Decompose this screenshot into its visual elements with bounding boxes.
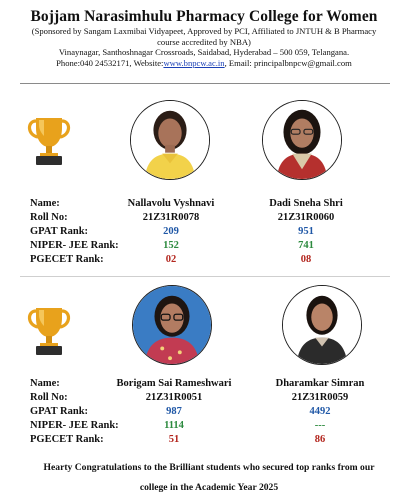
student-name: Dadi Sneha Shri xyxy=(269,198,343,209)
student-name: Dharamkar Simran xyxy=(275,378,365,389)
student-name: Borigam Sai Rameshwari xyxy=(116,378,232,389)
student-photo xyxy=(282,285,362,365)
niper-rank-value: 152 xyxy=(163,240,179,251)
label-gpat-rank: GPAT Rank: xyxy=(30,406,89,417)
pgecet-rank-value: 08 xyxy=(300,254,312,265)
trophy-icon xyxy=(24,300,74,358)
gpat-rank-value: 951 xyxy=(298,226,314,237)
website-link[interactable]: www.bnpcw.ac.in xyxy=(163,57,225,68)
label-gpat-rank: GPAT Rank: xyxy=(30,226,89,237)
sponsor-line-2: course accredited by NBA) xyxy=(157,36,251,47)
footer-line-2: college in the Academic Year 2025 xyxy=(139,482,279,493)
student-roll-no: 21Z31R0078 xyxy=(142,212,200,223)
label-roll-no: Roll No: xyxy=(30,212,68,223)
label-pgecet-rank: PGECET Rank: xyxy=(30,254,104,265)
student-roll-no: 21Z31R0051 xyxy=(145,392,203,403)
pgecet-rank-value: 02 xyxy=(165,254,177,265)
college-header xyxy=(0,0,408,68)
label-niper-rank: NIPER- JEE Rank: xyxy=(30,240,119,251)
niper-rank-value: 1114 xyxy=(164,420,184,431)
student-name: Nallavolu Vyshnavi xyxy=(127,198,215,209)
label-pgecet-rank: PGECET Rank: xyxy=(30,434,104,445)
label-niper-rank: NIPER- JEE Rank: xyxy=(30,420,119,431)
college-name: Bojjam Narasimhulu Pharmacy College for Women xyxy=(30,8,378,25)
student-photo xyxy=(130,100,210,180)
pgecet-rank-value: 86 xyxy=(314,434,326,445)
sponsor-line-1: (Sponsored by Sangam Laxmibai Vidyapeet, Approved by PCI, Affiliated to JNTUH & B Pharmacy xyxy=(31,26,377,36)
student-roll-no: 21Z31R0060 xyxy=(277,212,335,223)
congratulations-message xyxy=(30,458,388,498)
footer-line-1: Hearty Congratulations to the Brilliant students who secured top ranks from our xyxy=(43,462,375,473)
trophy-icon xyxy=(24,110,74,168)
contact-line xyxy=(0,58,408,69)
label-name: Name: xyxy=(30,198,60,209)
contact-prefix: Phone:040 24532171, Website: xyxy=(56,57,164,68)
section-divider xyxy=(20,276,390,277)
header-divider xyxy=(20,83,390,84)
label-roll-no: Roll No: xyxy=(30,392,68,403)
label-name: Name: xyxy=(30,378,60,389)
gpat-rank-value: 4492 xyxy=(309,406,331,417)
pgecet-rank-value: 51 xyxy=(168,434,180,445)
contact-email: , Email: principalbnpcw@gmail.com xyxy=(224,57,352,68)
student-roll-no: 21Z31R0059 xyxy=(291,392,349,403)
student-photo xyxy=(262,100,342,180)
niper-rank-value: 741 xyxy=(298,240,314,251)
student-photo xyxy=(132,285,212,365)
college-address: Vinaynagar, Santhoshnagar Crossroads, Saidabad, Hyderabad – 500 059, Telangana. xyxy=(58,47,350,57)
gpat-rank-value: 987 xyxy=(166,406,182,417)
niper-rank-value: --- xyxy=(314,420,326,431)
gpat-rank-value: 209 xyxy=(163,226,179,237)
